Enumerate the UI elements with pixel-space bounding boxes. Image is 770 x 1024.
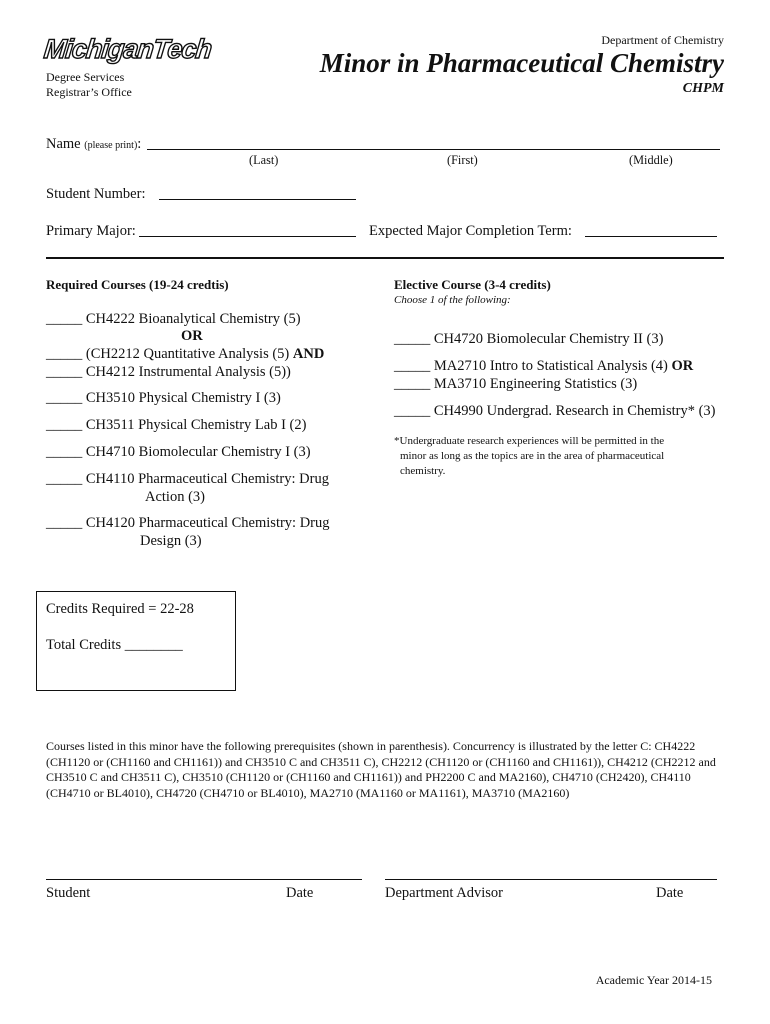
primary-major-field[interactable]: [139, 236, 356, 237]
program-code: CHPM: [682, 81, 724, 96]
course-label: (CH2212 Quantitative Analysis (5): [85, 346, 290, 362]
expected-completion-field[interactable]: [585, 236, 717, 237]
and-label: AND: [292, 346, 325, 362]
course-label: CH4720 Biomolecular Chemistry II (3): [433, 331, 664, 347]
total-credits-row[interactable]: [46, 637, 183, 654]
credits-required: Credits Required = 22-28: [46, 601, 194, 617]
middle-name-hint: (Middle): [629, 153, 673, 167]
office-line-1: Degree Services: [46, 70, 125, 84]
total-credits-label: Total Credits: [46, 637, 122, 653]
advisor-signature-label: Department Advisor: [385, 885, 503, 901]
blank[interactable]: _____: [46, 346, 83, 362]
blank[interactable]: _____: [46, 364, 83, 380]
advisor-date-label: Date: [656, 885, 684, 901]
required-heading: Required Courses (19-24 credtis): [46, 277, 229, 292]
course-label: CH4222 Bioanalytical Chemistry (5): [85, 311, 301, 327]
course-ch4120-cont: Design (3): [140, 533, 202, 549]
research-note-3: chemistry.: [400, 465, 446, 477]
first-name-hint: (First): [447, 153, 478, 167]
course-ch4222[interactable]: [46, 311, 301, 328]
course-label: MA3710 Engineering Statistics (3): [433, 376, 638, 392]
or-label: OR: [671, 358, 694, 374]
blank[interactable]: _____: [46, 444, 83, 460]
course-label: CH3511 Physical Chemistry Lab I (2): [85, 417, 307, 433]
office-line-2: Registrar’s Office: [46, 85, 132, 99]
course-ma2710[interactable]: [394, 358, 693, 375]
course-label: CH4990 Undergrad. Research in Chemistry* (3): [433, 403, 716, 419]
advisor-signature-line[interactable]: [385, 879, 717, 880]
course-ch4720[interactable]: [394, 331, 663, 348]
blank[interactable]: _____: [46, 471, 83, 487]
michigan-tech-logo: MichiganTech: [42, 34, 213, 64]
blank[interactable]: _____: [46, 417, 83, 433]
course-ch3511[interactable]: [46, 417, 306, 434]
course-label: MA2710 Intro to Statistical Analysis (4): [433, 358, 668, 374]
course-ma3710[interactable]: [394, 376, 637, 393]
department-name: Department of Chemistry: [601, 33, 724, 47]
course-label: CH4212 Instrumental Analysis (5)): [85, 364, 291, 380]
blank[interactable]: _____: [394, 331, 431, 347]
course-ch3510[interactable]: [46, 390, 281, 407]
name-hint: (please print): [84, 140, 138, 151]
student-signature-label: Student: [46, 885, 91, 901]
course-label: CH3510 Physical Chemistry I (3): [85, 390, 281, 406]
or-label: OR: [181, 328, 203, 344]
elective-subheading: Choose 1 of the following:: [394, 294, 511, 306]
blank[interactable]: _____: [46, 515, 83, 531]
name-label: Name: [46, 136, 81, 152]
academic-year: Academic Year 2014-15: [595, 973, 712, 987]
course-ch4120[interactable]: [46, 515, 330, 532]
course-ch4110-cont: Action (3): [145, 489, 205, 505]
page-title: Minor in Pharmaceutical Chemistry: [319, 48, 724, 78]
prerequisites-paragraph: Courses listed in this minor have the following prerequisites (shown in parenthesis). Concurrency is illustrated by the letter C: CH4222 (CH1120 or (CH1160 and CH1161)) and CH3510 C and CH3511 C), CH2212 (CH1120 or (CH1160 and CH1161)), CH4212 (CH2212 and CH3510 C and CH3511 C), CH3510 (CH1120 or (CH1160 and CH1161)) and PH2200 C and MA2160), CH4710 (CH2420), CH4110 (CH4710 or BL4010), CH4720 (CH4710 or BL4010), MA2710 (MA1160 or MA1161), MA3710 (MA2160): [46, 739, 716, 800]
name-colon: :: [137, 136, 142, 152]
name-field[interactable]: [147, 149, 720, 150]
student-signature-line[interactable]: [46, 879, 362, 880]
research-note-2: minor as long as the topics are in the area of pharmaceutical: [400, 450, 665, 462]
course-label: CH4120 Pharmaceutical Chemistry: Drug: [85, 515, 330, 531]
course-label: CH4710 Biomolecular Chemistry I (3): [85, 444, 311, 460]
last-name-hint: (Last): [249, 153, 279, 167]
name-label-row: [46, 136, 141, 153]
primary-major-label: Primary Major:: [46, 223, 136, 239]
course-ch4990[interactable]: [394, 403, 716, 420]
student-number-label: Student Number:: [46, 186, 146, 202]
course-label: CH4110 Pharmaceutical Chemistry: Drug: [85, 471, 329, 487]
course-ch4110[interactable]: [46, 471, 329, 488]
blank[interactable]: _____: [394, 358, 431, 374]
blank[interactable]: _____: [394, 376, 431, 392]
student-date-label: Date: [286, 885, 314, 901]
expected-completion-label: Expected Major Completion Term:: [369, 223, 572, 239]
student-number-field[interactable]: [159, 199, 356, 200]
course-ch2212[interactable]: [46, 346, 324, 363]
blank[interactable]: _____: [46, 311, 83, 327]
course-ch4710[interactable]: [46, 444, 311, 461]
blank[interactable]: _____: [46, 390, 83, 406]
research-note-1: *Undergraduate research experiences will be permitted in the: [394, 435, 665, 447]
course-ch4212[interactable]: [46, 364, 291, 381]
elective-heading: Elective Course (3-4 credits): [394, 277, 551, 292]
section-divider: [46, 257, 724, 259]
blank[interactable]: _____: [394, 403, 431, 419]
total-credits-field[interactable]: ________: [124, 637, 183, 653]
